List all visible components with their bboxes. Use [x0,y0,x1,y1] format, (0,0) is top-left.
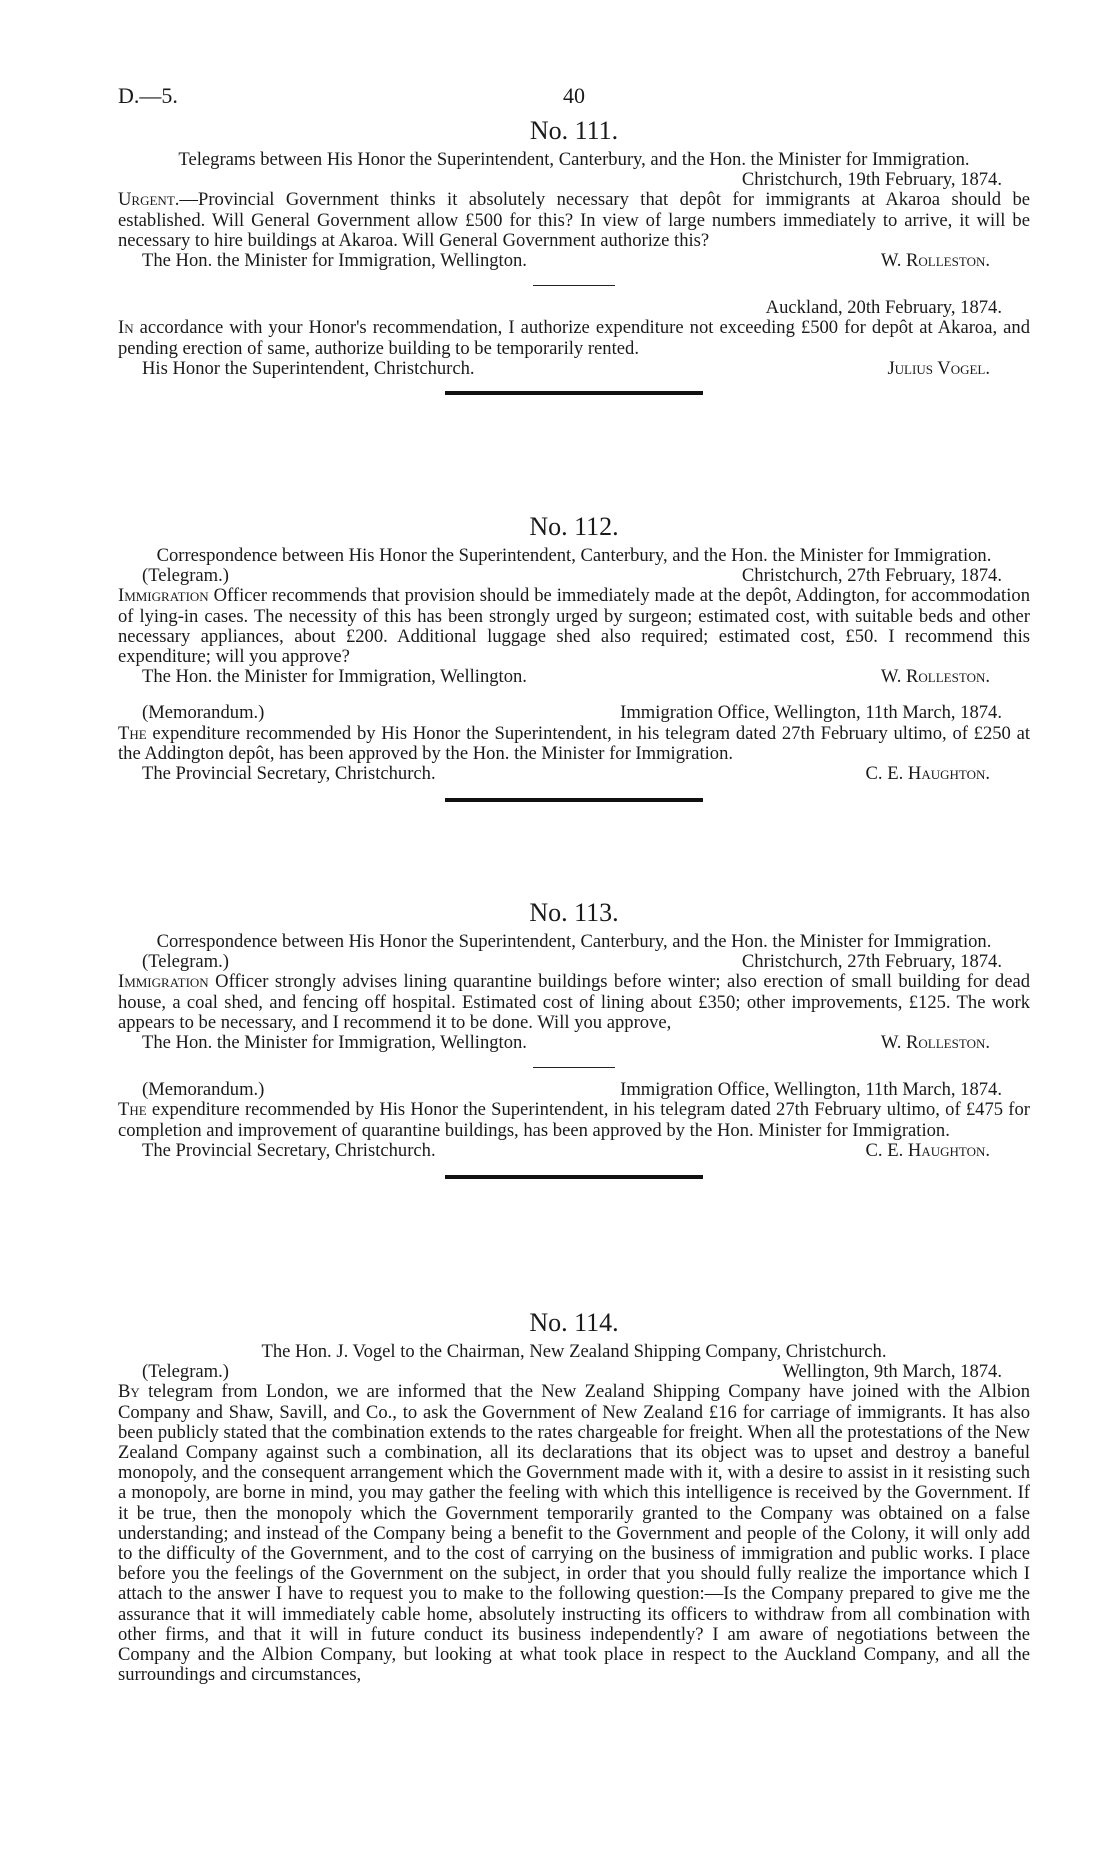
body-text: accordance with your Honor's recommendation, I authorize expenditure not exceeding £500 for depôt at Akaroa, and pending erection of same, authorize building to be temporarily rented. [118,317,1030,359]
dateline: Immigration Office, Wellington, 11th March, 1874. [620,702,1002,724]
message-header [118,566,1030,586]
message-type: (Telegram.) [142,951,229,973]
body-text: Officer recommends that provision should be immediately made at the depôt, Addington, for accommodation of lying-in cases. The necessity of this has been strongly urged by surgeon; estimated cost, with suitable beds and other necessary appliances, about £200. Additional luggage shed also required; estimated cost, £50. I recommend this expenditure; will you approve? [118,585,1030,668]
memorandum-body [118,1100,1030,1140]
section-title: No. 114. [529,1308,619,1337]
section-no-114 [118,1308,1030,1685]
memorandum-body [118,724,1030,764]
section-caption: Telegrams between His Honor the Superintendent, Canterbury, and the Hon. the Minister for Immigration. [178,149,970,170]
section-caption: Correspondence between His Honor the Superintendent, Canterbury, and the Hon. the Minister for Immigration. [156,931,992,952]
signature: C. E. Haughton. [865,763,990,785]
thin-divider [533,1067,615,1068]
addressee: The Hon. the Minister for Immigration, Wellington. [142,250,527,272]
message-type: (Telegram.) [142,1361,229,1383]
section-title: No. 111. [529,116,619,145]
thick-divider [445,1175,703,1179]
message-header [118,703,1030,723]
signature-line [118,667,1030,687]
section-caption: The Hon. J. Vogel to the Chairman, New Zealand Shipping Company, Christchurch. [261,1341,887,1362]
lead-word: Immigration [118,585,209,607]
addressee: The Hon. the Minister for Immigration, Wellington. [142,666,527,688]
dateline: Immigration Office, Wellington, 11th March, 1874. [620,1079,1002,1101]
signature: C. E. Haughton. [865,1139,990,1161]
body-text: Officer strongly advises lining quarantine buildings before winter; also erection of small building for dead house, a coal shed, and fencing off hospital. Estimated cost of lining about £350; other improvements, £125. The work appears to be necessary, and I recommend it to be done. Will you approve, [118,971,1030,1033]
message-type: (Memorandum.) [142,702,265,724]
telegram-body [118,190,1030,251]
lead-word: Immigration [118,971,209,993]
signature-line [118,1141,1030,1161]
section-title: No. 113. [529,898,619,927]
telegram-body [118,586,1030,667]
telegram-body [118,318,1030,358]
section-no-111 [118,116,1030,395]
signature-line [118,1033,1030,1053]
message-header [118,1362,1030,1382]
section-caption: Correspondence between His Honor the Superintendent, Canterbury, and the Hon. the Minister for Immigration. [156,545,992,566]
page-header [118,83,1030,112]
page-number: 40 [563,83,585,108]
body-text: expenditure recommended by His Honor the Superintendent, in his telegram dated 27th February ultimo, of £250 at the Addington depôt, has been approved by the Hon. the Minister for Immigration. [118,722,1030,764]
section-no-112 [118,512,1030,802]
signature: W. Rolleston. [880,1032,990,1054]
section-title: No. 112. [529,512,619,541]
dateline: Christchurch, 27th February, 1874. [741,565,1002,587]
addressee: The Provincial Secretary, Christchurch. [142,1139,436,1161]
addressee: His Honor the Superintendent, Christchurch. [142,357,475,379]
thin-divider [533,285,615,286]
thick-divider [445,798,703,802]
addressee: The Hon. the Minister for Immigration, Wellington. [142,1032,527,1054]
body-text: telegram from London, we are informed that the New Zealand Shipping Company have joined with the Albion Company and Shaw, Savill, and Co., to ask the Government of New Zealand £16 for carriage of immigrants. It has also been publicly stated that the combination extends to the rates chargeable for freight. When all the protestations of the New Zealand Company against such a combination, all its declarations that its object was to upset and destroy a baneful monopoly, and the consequent arrangement which the Government made with it, with a desire to assist in it resisting such a monopoly, are borne in mind, you may gather the feeling with which this intelligence is received by the Government. If it be true, then the monopoly which the Government temporarily granted to the Company was obtained on a false understanding; and instead of the Company being a benefit to the Government and people of the Colony, it will only add to the difficulty of the Government, and to the cost of carrying on the business of immigration and public works. I place before you the feelings of the Government on the subject, in order that you should fully realize the importance which I attach to the answer I have to request you to make to the following question:—Is the Company prepared to give me the assurance that it will immediately cable home, absolutely instructing its officers to withdraw from all combination with other firms, and that it will in future conduct its business independently? I am aware of negotiations between the Company and the Albion Company, but looking at what took place in respect to the Auckland Company, and all the surroundings and circumstances, [118,1381,1030,1686]
signature-line [118,359,1030,379]
section-no-113 [118,898,1030,1179]
message-type: (Memorandum.) [142,1079,265,1101]
dateline: Christchurch, 27th February, 1874. [741,951,1002,973]
message-header [118,952,1030,972]
body-text: —Provincial Government thinks it absolutely necessary that depôt for immigrants at Akaroa should be established. Will General Government allow £500 for this? In view of large numbers immediately to arrive, it will be necessary to hire buildings at Akaroa. Will General Government authorize this? [118,189,1030,251]
dateline: Christchurch, 19th February, 1874. [741,169,1002,191]
document-page [118,0,1030,1863]
signature: Julius Vogel. [887,357,990,379]
dateline: Auckland, 20th February, 1874. [765,297,1002,319]
telegram-body [118,972,1030,1033]
signature: W. Rolleston. [880,250,990,272]
telegram-body [118,1382,1030,1685]
dateline: Wellington, 9th March, 1874. [782,1361,1002,1383]
lead-word: The [118,1099,147,1121]
lead-word: By [118,1381,140,1403]
signature-line [118,764,1030,784]
body-text: expenditure recommended by His Honor the Superintendent, in his telegram dated 27th February ultimo, of £475 for completion and improvement of quarantine buildings, has been approved by the Hon. Minister for Immigration. [118,1099,1030,1141]
lead-word: The [118,722,147,744]
lead-word: In [118,317,134,339]
lead-word: Urgent. [118,189,180,211]
message-header [118,1080,1030,1100]
addressee: The Provincial Secretary, Christchurch. [142,763,436,785]
document-reference: D.—5. [118,83,178,108]
message-type: (Telegram.) [142,565,229,587]
thick-divider [445,391,703,395]
signature-line [118,251,1030,271]
signature: W. Rolleston. [880,666,990,688]
